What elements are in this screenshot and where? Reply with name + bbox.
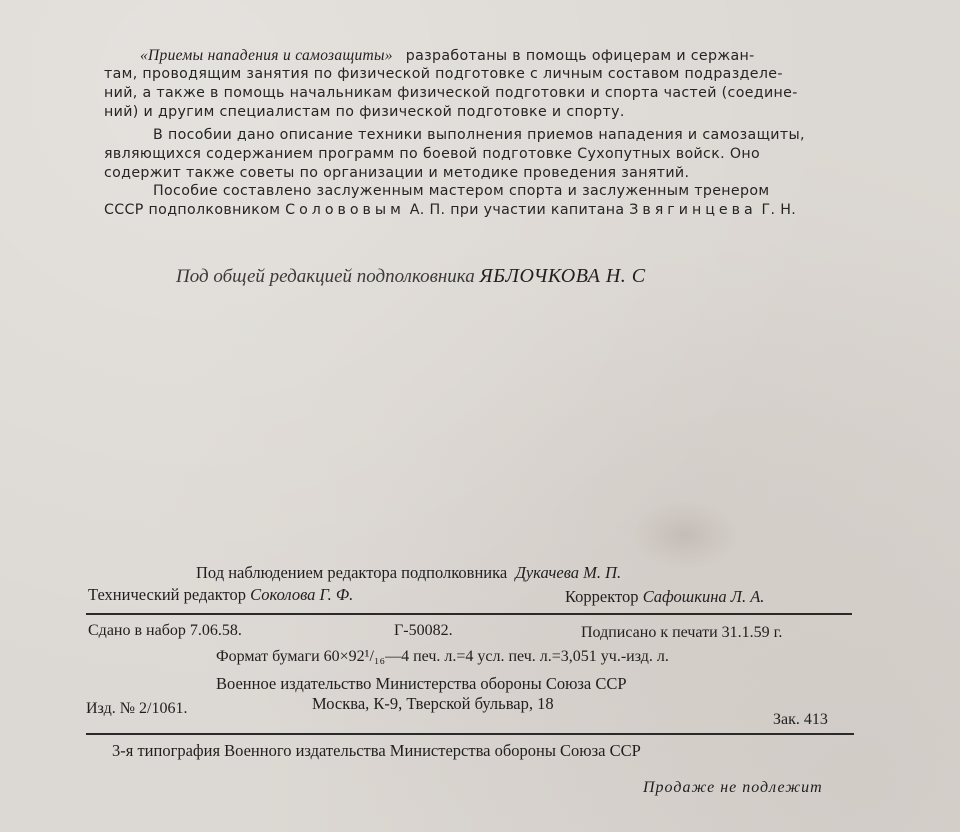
technical-editor bbox=[88, 585, 353, 605]
divider-bottom bbox=[86, 733, 854, 735]
text: А. П. при участии капитана bbox=[409, 202, 625, 218]
order-number: Зак. 413 bbox=[773, 711, 828, 728]
code: Г-50082. bbox=[394, 622, 453, 639]
intro-line-2: там, проводящим занятия по физической подготовке с личным составом подразделе- bbox=[104, 66, 783, 82]
editor-name: ЯБЛОЧКОВА Н. С bbox=[479, 265, 646, 287]
submitted-date: Сдано в набор 7.06.58. bbox=[88, 622, 242, 639]
corrector bbox=[565, 587, 764, 607]
text: Г. Н. bbox=[761, 202, 797, 218]
corrector-name: Сафошкина Л. А. bbox=[642, 587, 765, 606]
intro-text: разработаны в помощь офицерам и сержан- bbox=[405, 48, 755, 64]
label: Корректор bbox=[565, 587, 639, 606]
intro-line-9 bbox=[104, 202, 796, 218]
intro-line-3: ний, а также в помощь начальникам физической подготовки и спорта частей (соедине- bbox=[104, 85, 798, 101]
publisher: Военное издательство Министерства обороны Союза ССР bbox=[216, 674, 627, 693]
publisher-address: Москва, К-9, Тверской бульвар, 18 bbox=[312, 694, 554, 713]
intro-line-1 bbox=[140, 47, 755, 65]
editor-prefix: Под общей редакцией подполковника bbox=[176, 266, 475, 287]
general-editor bbox=[176, 265, 646, 288]
intro-line-7: содержит также советы по организации и методике проведения занятий. bbox=[104, 165, 690, 181]
author-name: Солововым bbox=[285, 202, 405, 218]
tech-editor-name: Соколова Г. Ф. bbox=[250, 585, 354, 604]
label: Технический редактор bbox=[88, 585, 246, 604]
intro-line-5: В пособии дано описание техники выполнения приемов нападения и самозащиты, bbox=[153, 127, 805, 143]
book-title: «Приемы нападения и самозащиты» bbox=[140, 47, 393, 64]
supervisor-name: Дукачева М. П. bbox=[515, 563, 622, 582]
intro-line-8: Пособие составлено заслуженным мастером спорта и заслуженным тренером bbox=[153, 183, 770, 199]
printer: 3-я типография Военного издательства Министерства обороны Союза ССР bbox=[112, 741, 641, 760]
paper-format: Формат бумаги 60×92¹/₁₆—4 печ. л.=4 усл. печ. л.=3,051 уч.-изд. л. bbox=[216, 648, 669, 665]
label: Под наблюдением редактора подполковника bbox=[196, 563, 508, 582]
supervising-editor bbox=[196, 563, 621, 583]
intro-line-4: ний) и другим специалистам по физической подготовке и спорту. bbox=[104, 104, 625, 120]
text: СССР подполковником bbox=[104, 202, 281, 218]
coauthor-name: Звягинцева bbox=[629, 202, 757, 218]
not-for-sale: Продаже не подлежит bbox=[643, 779, 823, 796]
paper-stain bbox=[630, 500, 740, 570]
signed-date: Подписано к печати 31.1.59 г. bbox=[581, 624, 783, 641]
divider-top bbox=[86, 613, 852, 615]
intro-line-6: являющихся содержанием программ по боевой подготовке Сухопутных войск. Оно bbox=[104, 146, 761, 162]
edition-number: Изд. № 2/1061. bbox=[86, 700, 188, 717]
